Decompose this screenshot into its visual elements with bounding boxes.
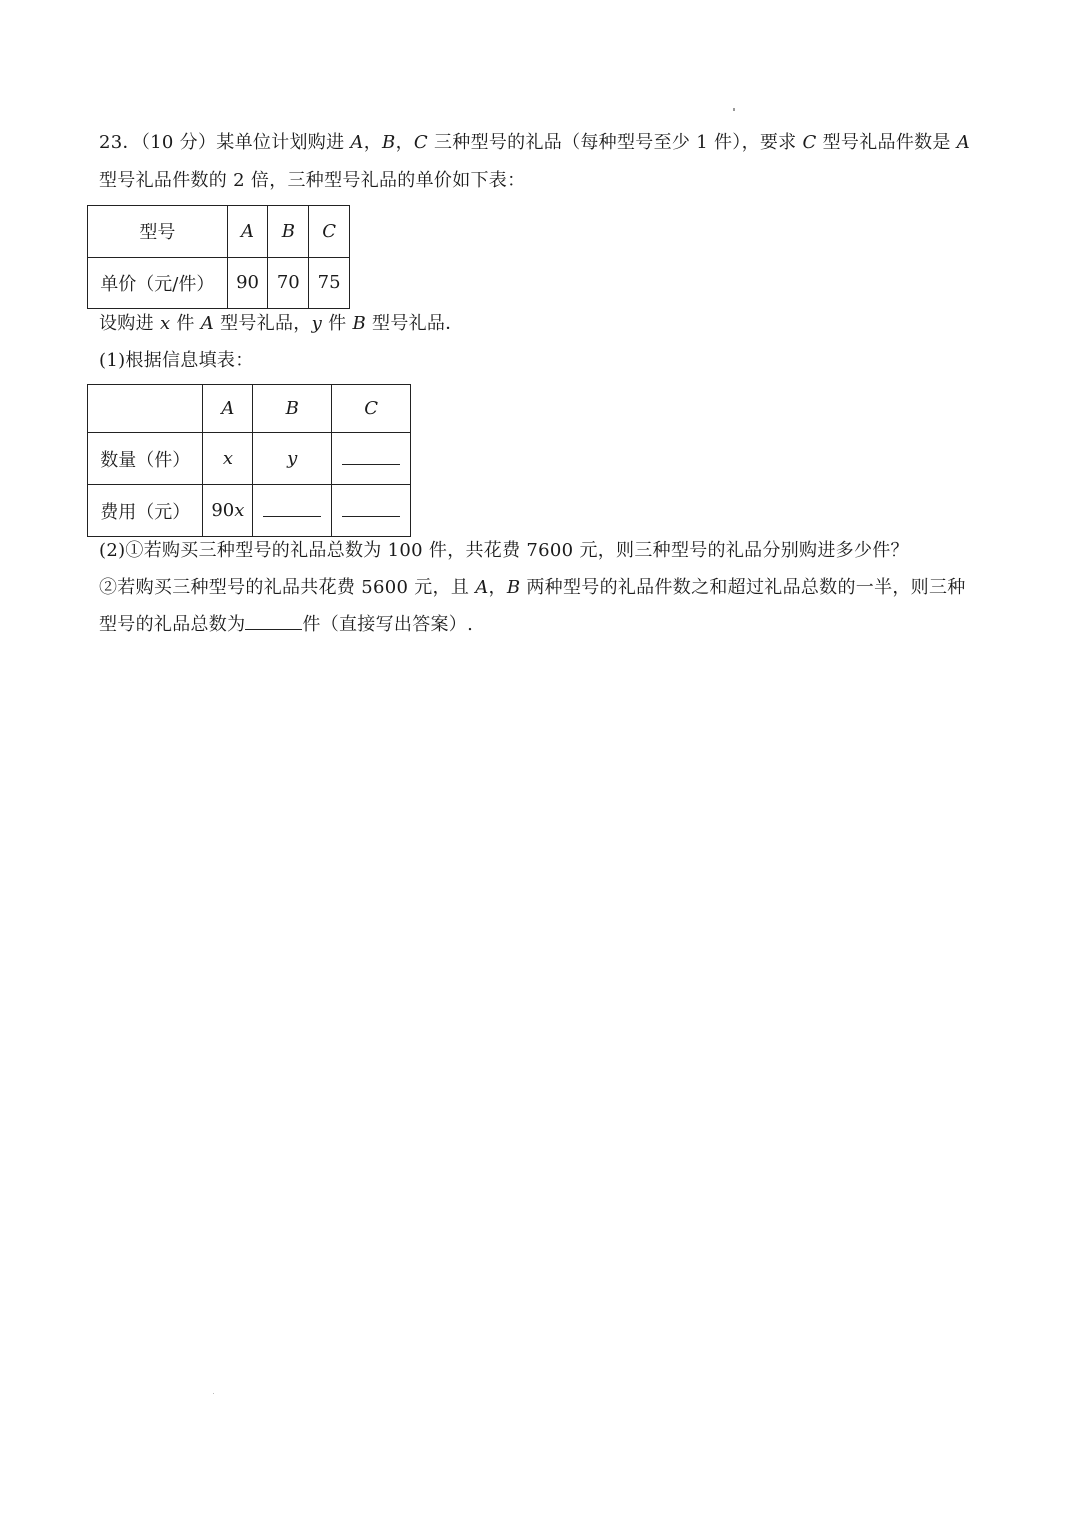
cost-a: 90x: [203, 485, 253, 537]
fill-table-col-a: A: [221, 398, 235, 419]
question-points: （10 分）: [140, 132, 217, 153]
price-table-col-a: A: [241, 220, 255, 242]
part2-question-1: (2)①若购买三种型号的礼品总数为 100 件，共花费 7600 元，则三种型号的礼品分别购进多少件？: [99, 540, 909, 561]
price-table: [87, 205, 350, 309]
fill-table-col-b: B: [285, 398, 299, 419]
fill-table-row1-label: 数量（件）: [88, 433, 203, 485]
fill-table-corner: [88, 385, 203, 433]
quantity-c-blank[interactable]: [342, 448, 400, 465]
assumption-line: 设购进 x 件 A 型号礼品，y 件 B 型号礼品．: [99, 313, 464, 334]
price-table-row-label: 单价（元/件）: [88, 257, 228, 309]
cost-b-blank[interactable]: [263, 500, 321, 517]
quantity-b: y: [287, 448, 298, 469]
fill-table: [87, 384, 411, 537]
price-table-col-c: C: [322, 220, 336, 242]
price-table-col-b: B: [281, 220, 295, 242]
price-a: 90: [227, 257, 268, 309]
price-table-header-label: 型号: [88, 206, 228, 258]
scan-mark: [733, 108, 735, 111]
part2-question-2-line1: ②若购买三种型号的礼品共花费 5600 元，且 A，B 两种型号的礼品件数之和超过礼品总数的一半，则三种: [99, 577, 966, 598]
part1-label: (1)根据信息填表：: [99, 350, 254, 371]
scan-dot: [213, 1393, 214, 1394]
part2-question-2-line2: 型号的礼品总数为 件（直接写出答案）.: [99, 614, 474, 635]
question-line-2: 型号礼品件数的 2 倍，三种型号礼品的单价如下表：: [99, 170, 526, 191]
question-number: 23: [99, 132, 123, 153]
price-c: 75: [309, 257, 350, 309]
total-count-blank[interactable]: [245, 613, 302, 630]
fill-table-col-c: C: [364, 398, 378, 419]
cost-c-blank[interactable]: [342, 500, 400, 517]
question-line-1: 23．（10 分）某单位计划购进 A，B，C 三种型号的礼品（每种型号至少 1 件），要求 C 型号礼品件数是 A: [99, 132, 971, 153]
fill-table-row2-label: 费用（元）: [88, 485, 203, 537]
quantity-a: x: [222, 448, 233, 469]
price-b: 70: [268, 257, 309, 309]
